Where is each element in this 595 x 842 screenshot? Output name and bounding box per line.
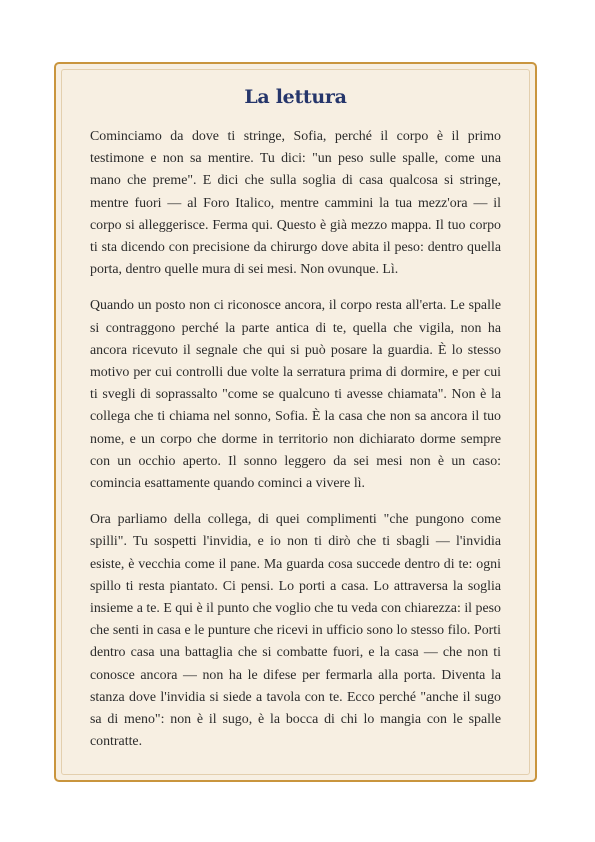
paragraph-2: Quando un posto non ci riconosce ancora, il corpo resta all'erta. Le spalle si contraggono perché la parte antica di te, quella che vigila, non ha ancora ricevuto il segnale che qui si può posare la guardia. È lo stesso motivo per cui controlli due volte la serratura prima di dormire, e per cui ti svegli di soprassalto "come se qualcuno ti avesse chiamata". Non è la collega che ti chiama nel sonno, Sofia. È la casa che non sa ancora il tuo nome, e un corpo che dorme in territorio non dichiarato dorme sempre con un occhio aperto. Il sonno leggero da sei mesi non è un caso: comincia esattamente quando cominci a vivere lì.	[90, 298, 501, 492]
paragraph-3: Ora parliamo della collega, di quei complimenti "che pungono come spilli". Tu sospetti l'invidia, e io non ti dirò che ti sbagli — l'invidia esiste, è vecchia come il pane. Ma guarda cosa succede dentro di te: ogni spillo ti resta piantato. Ci pensi. Lo porti a casa. Lo attraversa la soglia insieme a te. E qui è il punto che voglio che tu veda con chiarezza: il peso che senti in casa e le punture che ricevi in ufficio sono lo stesso filo. Porti dentro casa una battaglia che si combatte fuori, e la casa — che non ti conosce ancora — non ha le difese per fermarla alla porta. Diventa la stanza dove l'invidia si siede a tavola con te. Ecco perché "anche il sugo sa di meno": non è il sugo, è la bocca di chi lo mangia con le spalle contratte.	[90, 512, 501, 750]
reading-body	[90, 126, 501, 767]
paragraph-1: Cominciamo da dove ti stringe, Sofia, perché il corpo è il primo testimone e non sa mentire. Tu dici: "un peso sulle spalle, come una mano che preme". E dici che sulla soglia di casa qualcosa si stringe, mentre fuori — al Foro Italico, mentre cammini la tua mezz'ora — il corpo si alleggerisce. Ferma qui. Questo è già mezzo mappa. Il tuo corpo ti sta dicendo con precisione da chirurgo dove abita il peso: dentro quella porta, dentro quelle mura di sei mesi. Non ovunque. Lì.	[90, 129, 501, 278]
page-title: La lettura	[244, 86, 347, 108]
reading-card	[54, 62, 537, 782]
